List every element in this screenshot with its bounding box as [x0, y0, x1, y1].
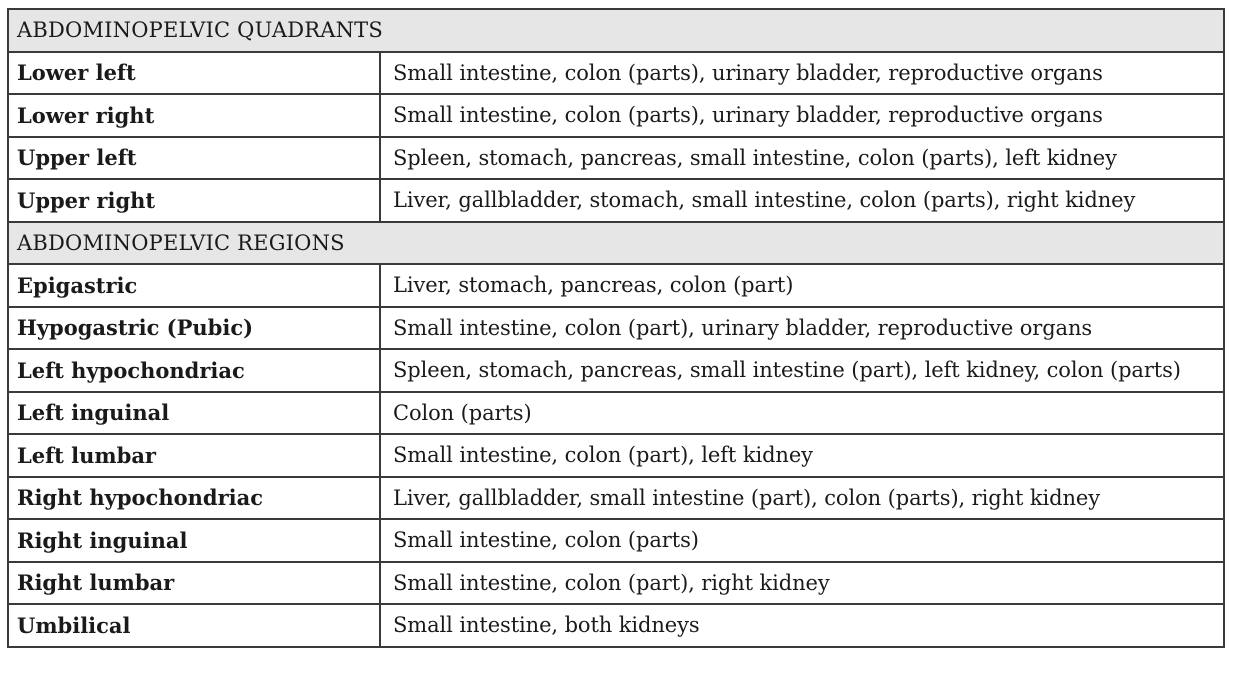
table-row — [8, 137, 1224, 180]
table-row — [8, 392, 1224, 435]
section-header-row — [8, 9, 1224, 52]
region-name: Upper right — [8, 179, 380, 222]
region-name: Umbilical — [8, 604, 380, 647]
organ-list: Liver, gallbladder, small intestine (part), colon (parts), right kidney — [380, 477, 1224, 520]
organ-list: Spleen, stomach, pancreas, small intestine, colon (parts), left kidney — [380, 137, 1224, 180]
organ-list: Small intestine, colon (parts), urinary bladder, reproductive organs — [380, 52, 1224, 95]
region-name: Right inguinal — [8, 519, 380, 562]
table-row — [8, 179, 1224, 222]
organ-list: Small intestine, both kidneys — [380, 604, 1224, 647]
section-header-row — [8, 222, 1224, 265]
table-row — [8, 477, 1224, 520]
organ-list: Spleen, stomach, pancreas, small intestine (part), left kidney, colon (parts) — [380, 349, 1224, 392]
table-row — [8, 562, 1224, 605]
region-name: Left hypochondriac — [8, 349, 380, 392]
section-heading: ABDOMINOPELVIC REGIONS — [8, 222, 1224, 265]
section-heading: ABDOMINOPELVIC QUADRANTS — [8, 9, 1224, 52]
organ-location-table-container — [7, 8, 1223, 648]
region-name: Hypogastric (Pubic) — [8, 307, 380, 350]
region-name: Right lumbar — [8, 562, 380, 605]
table-row — [8, 52, 1224, 95]
table-row — [8, 604, 1224, 647]
organ-list: Liver, stomach, pancreas, colon (part) — [380, 264, 1224, 307]
organ-list: Small intestine, colon (part), urinary bladder, reproductive organs — [380, 307, 1224, 350]
table-row — [8, 307, 1224, 350]
region-name: Left lumbar — [8, 434, 380, 477]
table-row — [8, 519, 1224, 562]
region-name: Lower right — [8, 94, 380, 137]
region-name: Epigastric — [8, 264, 380, 307]
table-row — [8, 434, 1224, 477]
table-row — [8, 264, 1224, 307]
table-row — [8, 349, 1224, 392]
organ-list: Small intestine, colon (parts) — [380, 519, 1224, 562]
region-name: Upper left — [8, 137, 380, 180]
organ-list: Liver, gallbladder, stomach, small intestine, colon (parts), right kidney — [380, 179, 1224, 222]
organ-list: Small intestine, colon (part), left kidney — [380, 434, 1224, 477]
organ-location-table — [7, 8, 1225, 648]
organ-list: Colon (parts) — [380, 392, 1224, 435]
region-name: Right hypochondriac — [8, 477, 380, 520]
table-row — [8, 94, 1224, 137]
organ-list: Small intestine, colon (part), right kidney — [380, 562, 1224, 605]
organ-list: Small intestine, colon (parts), urinary bladder, reproductive organs — [380, 94, 1224, 137]
region-name: Lower left — [8, 52, 380, 95]
region-name: Left inguinal — [8, 392, 380, 435]
